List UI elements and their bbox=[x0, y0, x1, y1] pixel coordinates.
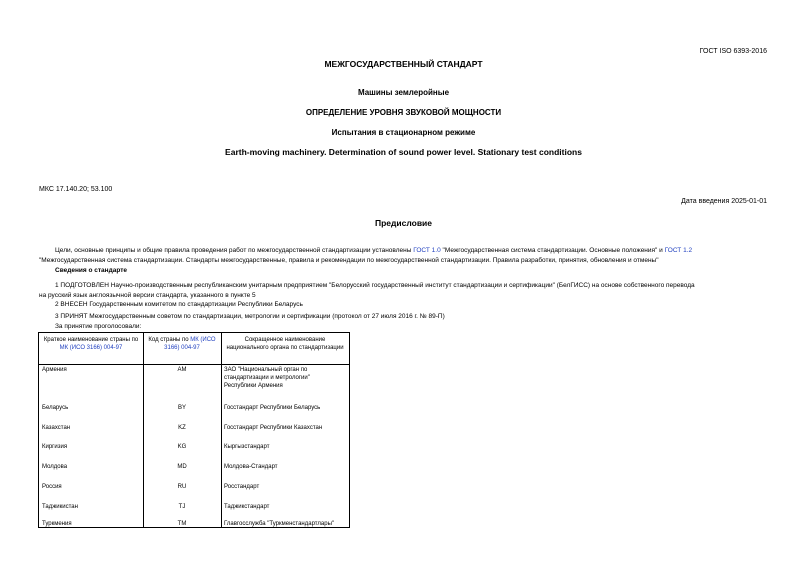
table-cell-country: Россия bbox=[42, 484, 62, 490]
table-cell-country: Таджикистан bbox=[42, 504, 78, 510]
info-item-1: 1 ПОДГОТОВЛЕН Научно-производственным республиканским унитарным предприятием "Белорусский государственный институт стандартизации и сертификации" (БелГИСС) на основе собственного перевода bbox=[55, 282, 695, 289]
gost-1-0-link[interactable]: ГОСТ 1.0 bbox=[413, 247, 441, 254]
table-column-divider bbox=[221, 333, 222, 527]
table-column-divider bbox=[143, 333, 144, 527]
table-cell-code: KZ bbox=[178, 425, 186, 431]
gost-1-2-link[interactable]: ГОСТ 1.2 bbox=[664, 247, 693, 254]
table-cell-body: ЗАО "Национальный орган по bbox=[224, 367, 308, 373]
table-cell-country: Туркмения bbox=[42, 521, 72, 527]
table-cell-body: Главгосслужба "Туркменстандартлары" bbox=[224, 521, 335, 527]
document-code: ГОСТ ISO 6393-2016 bbox=[699, 48, 767, 55]
table-cell-code: KG bbox=[177, 444, 187, 450]
info-item-3: 3 ПРИНЯТ Межгосударственным советом по стандартизации, метрологии и сертификации (протокол от 27 июля 2016 г. № 89-П) bbox=[55, 313, 445, 320]
standard-type-heading: МЕЖГОСУДАРСТВЕННЫЙ СТАНДАРТ bbox=[324, 59, 483, 69]
mk-iso-3166-link[interactable]: МК (ИСО 3166) 004-97 bbox=[164, 337, 216, 351]
introduction-date: Дата введения 2025-01-01 bbox=[681, 198, 767, 205]
mks-classification: МКС 17.140.20; 53.100 bbox=[39, 186, 113, 193]
table-cell-code: TJ bbox=[178, 504, 186, 510]
table-cell-body-line-3: Республики Армения bbox=[224, 383, 283, 389]
header-code-text: Код страны по bbox=[148, 337, 191, 343]
table-cell-code: TM bbox=[177, 521, 187, 527]
preface-heading: Предисловие bbox=[374, 218, 433, 228]
header-country-text: Краткое наименование страны по bbox=[43, 337, 139, 343]
table-cell-code: RU bbox=[177, 484, 187, 490]
table-cell-code: BY bbox=[177, 405, 186, 411]
table-cell-body: Госстандарт Республики Казахстан bbox=[224, 425, 323, 431]
table-header-divider bbox=[39, 364, 349, 365]
title-ru-line3: Испытания в стационарном режиме bbox=[331, 128, 476, 137]
table-header-body: Сокращенное наименование национального органа по стандартизации bbox=[226, 337, 344, 351]
table-cell-country: Киргизия bbox=[42, 444, 68, 450]
title-ru-line2: ОПРЕДЕЛЕНИЕ УРОВНЯ ЗВУКОВОЙ МОЩНОСТИ bbox=[305, 108, 502, 117]
table-cell-body: Госстандарт Республики Беларусь bbox=[224, 405, 321, 411]
title-ru-line1: Машины землеройные bbox=[357, 88, 450, 97]
table-cell-country: Молдова bbox=[42, 464, 68, 470]
preface-p1-text-1: Цели, основные принципы и общие правила проведения работ по межгосударственной стандартизации установлены bbox=[55, 247, 414, 254]
table-cell-country: Беларусь bbox=[42, 405, 69, 411]
standard-info-heading: Сведения о стандарте bbox=[55, 267, 128, 274]
table-cell-body: Молдова-Стандарт bbox=[224, 464, 278, 470]
voted-for-label: За принятие проголосовали: bbox=[55, 323, 142, 330]
table-cell-country: Армения bbox=[42, 367, 67, 373]
preface-paragraph-1 bbox=[55, 246, 692, 256]
table-cell-body: Кыргызстандарт bbox=[224, 444, 270, 450]
table-cell-code: MD bbox=[177, 464, 187, 470]
table-cell-body: Росстандарт bbox=[224, 484, 260, 490]
info-item-1-line-2: на русский язык англоязычной версии стандарта, указанного в пункте 5 bbox=[39, 292, 256, 299]
table-cell-code: AM bbox=[177, 367, 187, 373]
table-cell-country: Казахстан bbox=[42, 425, 71, 431]
table-header-code bbox=[145, 336, 219, 352]
preface-p1-text-2: "Межгосударственная система стандартизации. Основные положения" и bbox=[440, 247, 665, 254]
preface-paragraph-1-line-2: "Межгосударственная система стандартизации. Стандарты межгосударственные, правила и рекомендации по межгосударственной стандартизации. Правила разработки, принятия, обновления и отмены" bbox=[39, 257, 659, 264]
title-en: Earth-moving machinery. Determination of sound power level. Stationary test conditions bbox=[225, 147, 582, 157]
table-header-country bbox=[41, 336, 141, 352]
mk-iso-3166-link[interactable]: МК (ИСО 3166) 004-97 bbox=[59, 345, 123, 351]
voting-countries-table bbox=[38, 332, 350, 528]
table-cell-body-line-2: стандартизации и метрологии" bbox=[224, 375, 310, 381]
info-item-2: 2 ВНЕСЕН Государственным комитетом по стандартизации Республики Беларусь bbox=[55, 301, 303, 308]
table-cell-body: Таджикстандарт bbox=[224, 504, 270, 510]
